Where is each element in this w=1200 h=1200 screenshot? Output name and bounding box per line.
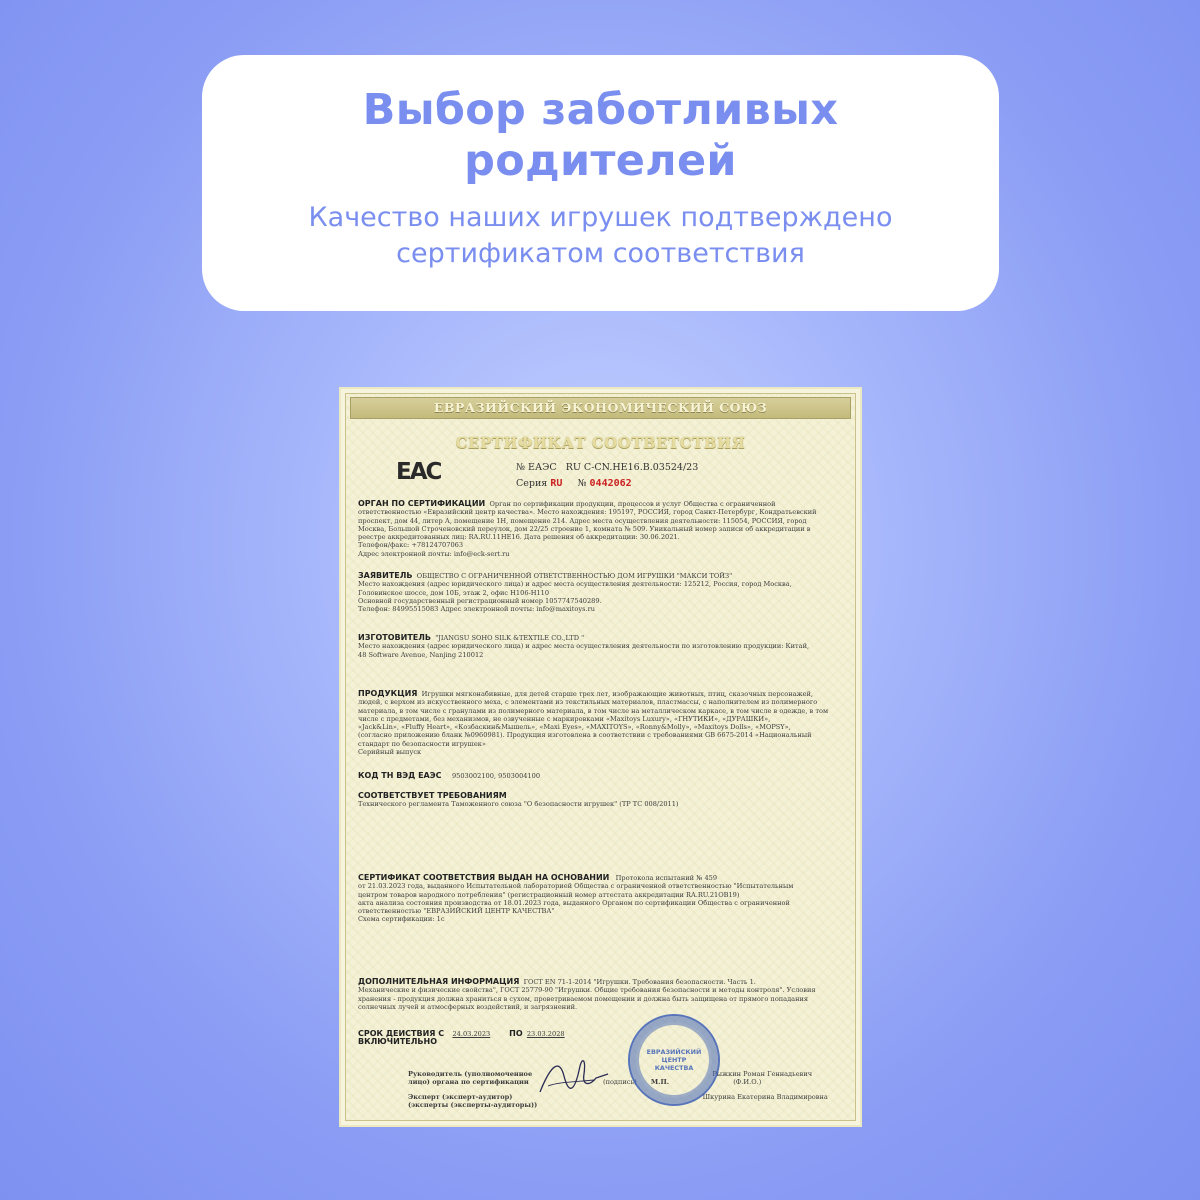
organ-line: Москва, Большой Строченовский переулок, дом 22/25 строение 1, комната № 509. Уникальный номер записи об аккредитации в bbox=[358, 524, 811, 533]
extra-line: хранения - продукция должна храниться в сухом, проветриваемом помещении и должна быть защищена от прямого попадания bbox=[358, 994, 809, 1003]
hero-subtitle-line2: сертификатом соответствия bbox=[396, 238, 805, 269]
eac-mark: ЕАС bbox=[396, 459, 441, 485]
product-line: Игрушки мягконабивные, для детей старше трех лет, изображающие животных, птиц, сказочных персонажей, bbox=[421, 690, 813, 698]
organ-line: проспект, дом 44, литер А, помещение 1Н, помещение 214. Адрес места осуществления деятельности: 115054, РОССИЯ, город bbox=[358, 516, 807, 525]
series-no-label: № bbox=[577, 478, 587, 489]
code-value: 9503002100, 9503004100 bbox=[451, 772, 541, 780]
certificate-stamp bbox=[628, 1014, 720, 1106]
manufacturer-line: 48 Software Avenue, Nanjing 210012 bbox=[358, 650, 484, 659]
validity-label: СРОК ДЕЙСТВИЯ С bbox=[358, 1030, 445, 1038]
product-line: числе с предметами, без механизмов, не озвученные с маркировками «Maxitoys Luxury», «ГНУТИКИ», «ДУРАШКИ», bbox=[358, 714, 771, 723]
product-line: (согласно приложению бланк №0960981). Продукция изготовлена в соответствии с требованиями GB 6675-2014 «Национальный bbox=[358, 731, 812, 740]
hero-subtitle bbox=[202, 200, 999, 272]
organ-line: Орган по сертификации продукции, процессов и услуг Общества с ограниченной bbox=[489, 500, 776, 508]
number-value: RU C-CN.НЕ16.В.03524/23 bbox=[565, 462, 699, 473]
head-title-line1: Руководитель (уполномоченное bbox=[408, 1070, 533, 1078]
product-line: людей, с верхом из искусственного меха, с элементами из текстильных материалов, пластмассы, с наполнителем из полимерного bbox=[358, 698, 818, 707]
product-line: «Jack&Lin», «Fluffy Heart», «Козбаскин&Мышель», «Maxi Eyes», «MAXITOYS», «Ronny&Molly», «Maxitoys Dolls», «MOPSY», bbox=[358, 723, 791, 732]
extra-first: ГОСТ EN 71-1-2014 "Игрушки. Требования безопасности. Часть 1. bbox=[523, 978, 756, 986]
validity-to-label: ПО bbox=[509, 1030, 523, 1038]
manufacturer-line: "JIANGSU SOHO SILK &TEXTILE CO.,LTD " bbox=[435, 634, 585, 642]
head-name: Рыжкин Роман Геннадьевич bbox=[712, 1070, 813, 1078]
product-line: стандарт по безопасности игрушек» bbox=[358, 739, 486, 748]
product-line: Серийный выпуск bbox=[358, 748, 422, 757]
applicant-line: Место нахождения (адрес юридического лица) и адрес места осуществления деятельности: 125212, Россия, город Москва, bbox=[358, 580, 792, 589]
number-label: № ЕАЭС bbox=[516, 462, 557, 473]
section-organ bbox=[358, 500, 841, 558]
section-product bbox=[358, 690, 841, 756]
organ-label: ОРГАН ПО СЕРТИФИКАЦИИ bbox=[358, 500, 486, 508]
manufacturer-line: Место нахождения (адрес юридического лица) и адрес места осуществления деятельности по изготовлению продукции: Китай, bbox=[358, 642, 810, 651]
organ-line: реестре аккредитованных лиц: RA.RU.11НЕ16. Дата решения об аккредитации: 30.06.2021. bbox=[358, 533, 680, 542]
expert-title-line1: Эксперт (эксперт-аудитор) bbox=[408, 1092, 513, 1101]
stamp-text: ЕВРАЗИЙСКИЙ ЦЕНТР КАЧЕСТВА bbox=[646, 1048, 702, 1072]
mp-label: М.П. bbox=[650, 1078, 669, 1087]
section-conforms bbox=[358, 792, 841, 809]
extra-line: солнечных лучей и атмосферных воздействий, и загрязнений. bbox=[358, 1002, 578, 1011]
conforms-label: СООТВЕТСТВУЕТ ТРЕБОВАНИЯМ bbox=[358, 792, 507, 800]
conforms-line: Технического регламента Таможенного союза "О безопасности игрушек" (ТР ТС 008/2011) bbox=[358, 800, 679, 809]
series-no-value: 0442062 bbox=[589, 478, 632, 489]
fio-caption: (Ф.И.О.) bbox=[733, 1078, 762, 1087]
signature-icon bbox=[534, 1052, 614, 1102]
basis-first: Протокола испытаний № 459 bbox=[615, 874, 718, 882]
section-validity bbox=[358, 1030, 841, 1047]
organ-line: Адрес электронной почты: info@eck-sert.ru bbox=[358, 549, 510, 558]
validity-from: 24.03.2023 bbox=[452, 1030, 491, 1038]
hero-subtitle-line1: Качество наших игрушек подтверждено bbox=[308, 202, 893, 233]
applicant-label: ЗАЯВИТЕЛЬ bbox=[358, 572, 413, 580]
section-basis bbox=[358, 874, 841, 924]
code-label: КОД ТН ВЭД ЕАЭС bbox=[358, 772, 442, 780]
expert-name: Шкурина Екатерина Владимировна bbox=[702, 1092, 828, 1101]
hero-card bbox=[202, 55, 999, 311]
certificate-heading: СЕРТИФИКАТ СООТВЕТСТВИЯ bbox=[455, 434, 746, 452]
section-manufacturer bbox=[358, 634, 841, 659]
section-extra bbox=[358, 978, 841, 1011]
product-line: материала, в том числе с гранулами из полимерного материала, в том числе на металлическом каркасе, в том числе в одежде, в том bbox=[358, 706, 829, 715]
manufacturer-label: ИЗГОТОВИТЕЛЬ bbox=[358, 634, 431, 642]
expert-title-line2: (эксперты (эксперты-аудиторы)) bbox=[408, 1100, 538, 1109]
hero-title-line1: Выбор заботливых bbox=[362, 85, 839, 135]
validity-label-line2: ВКЛЮЧИТЕЛЬНО bbox=[358, 1038, 437, 1047]
certificate-frame bbox=[345, 393, 856, 1121]
series-label: Серия bbox=[516, 478, 548, 489]
basis-line: Схема сертификации: 1с bbox=[358, 915, 445, 924]
basis-line: от 21.03.2023 года, выданного Испытательной лабораторией Общества с ограниченной ответственностью "Испытательным bbox=[358, 882, 794, 891]
hero-title bbox=[202, 85, 999, 187]
basis-line: акта анализа состояния производства от 18.01.2023 года, выданного Органом по сертификации Общества с ограниченной bbox=[358, 898, 790, 907]
applicant-line: ОБЩЕСТВО С ОГРАНИЧЕННОЙ ОТВЕТСТВЕННОСТЬЮ ДОМ ИГРУШКИ "МАКСИ ТОЙЗ" bbox=[416, 572, 733, 580]
basis-label: СЕРТИФИКАТ СООТВЕТСТВИЯ ВЫДАН НА ОСНОВАНИИ bbox=[358, 874, 610, 882]
sign-caption: (подпись) bbox=[603, 1078, 637, 1087]
basis-line: ответственностью "ЕВРАЗИЙСКИЙ ЦЕНТР КАЧЕСТВА" bbox=[358, 907, 555, 916]
certificate-banner: ЕВРАЗИЙСКИЙ ЭКОНОМИЧЕСКИЙ СОЮЗ bbox=[350, 397, 851, 419]
certificate-series bbox=[516, 478, 632, 489]
series-value: RU bbox=[550, 478, 563, 489]
organ-line: Телефон/факс: +78124707063 bbox=[358, 541, 464, 550]
organ-line: ответственностью «Евразийский центр качества». Место нахождения: 195197, РОССИЯ, город Санкт-Петербург, Кондратьевский bbox=[358, 508, 817, 517]
head-title-line2: лицо) органа по сертификации bbox=[408, 1078, 529, 1087]
validity-to: 23.03.2028 bbox=[526, 1030, 565, 1038]
hero-title-line2: родителей bbox=[464, 136, 737, 186]
applicant-line: Основной государственный регистрационный номер 1057747540289. bbox=[358, 596, 602, 605]
section-applicant bbox=[358, 572, 841, 613]
extra-line: Механические и физические свойства", ГОСТ 25779-90 "Игрушки. Общие требования безопасности и методы контроля". Условия bbox=[358, 986, 816, 995]
certificate-number bbox=[516, 462, 698, 473]
product-label: ПРОДУКЦИЯ bbox=[358, 690, 418, 698]
basis-line: центром товаров народного потребления" (регистрационный номер аттестата аккредитации RA.RU.21ОВ19) bbox=[358, 890, 740, 899]
extra-label: ДОПОЛНИТЕЛЬНАЯ ИНФОРМАЦИЯ bbox=[358, 978, 520, 986]
section-code bbox=[358, 772, 841, 780]
applicant-line: Головинское шоссе, дом 10Б, этаж 2, офис Н106-Н110 bbox=[358, 588, 550, 597]
applicant-line: Телефон: 84995515083 Адрес электронной почты: info@maxitoys.ru bbox=[358, 605, 595, 614]
certificate-image bbox=[339, 387, 862, 1127]
